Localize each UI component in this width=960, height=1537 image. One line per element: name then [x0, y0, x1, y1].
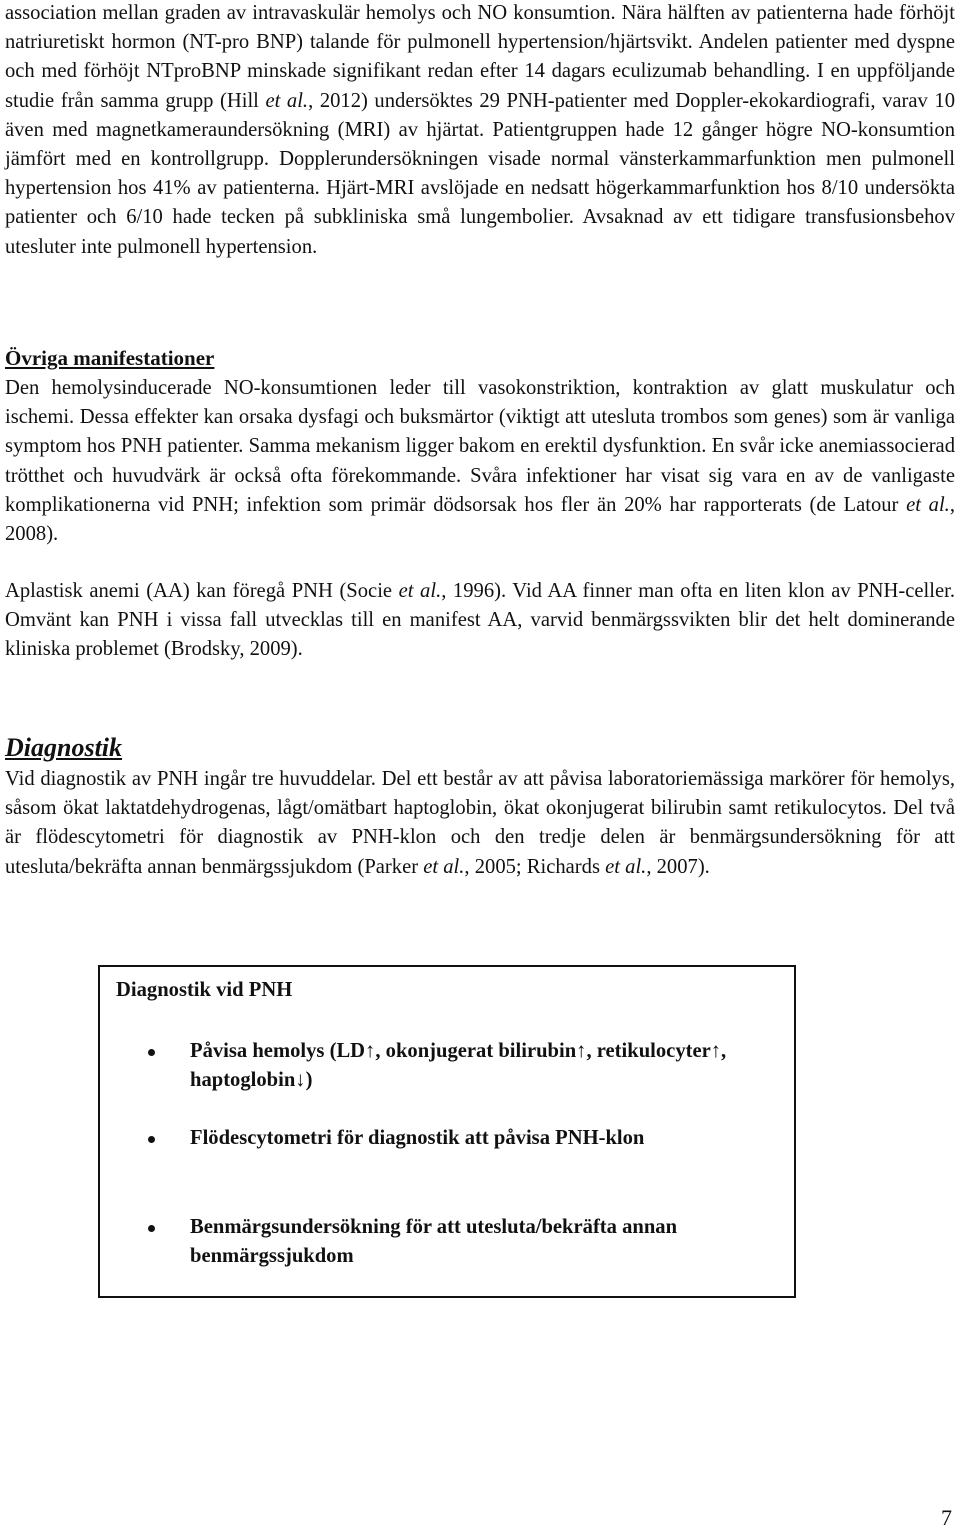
bullet-icon	[148, 1136, 155, 1143]
text-segment: Den hemolysinducerade NO-konsumtionen leder till vasokonstriktion, kontraktion av glatt muskulatur och ischemi. Dessa effekter kan orsaka dysfagi och buksmärtor (viktigt att utesluta trombos som genes) som är vanliga symptom hos PNH patienter. Samma mekanism ligger bakom en erektil dysfunktion. En svår icke anemiassocierad trötthet och huvudvärk är också ofta förekommande. Svåra infektioner har visat sig vara en av de vanligaste komplikationerna vid PNH; infektion som primär dödsorsak hos fler än 20% har rapporterats (de Latour	[5, 377, 955, 516]
list-item-text: Påvisa hemolys (LD↑, okonjugerat bilirubin↑, retikulocyter↑, haptoglobin↓)	[190, 1040, 727, 1091]
section-heading-diagnostik: Diagnostik	[5, 733, 123, 762]
citation-et-al: et al.	[398, 580, 442, 602]
page-number: 7	[941, 1505, 952, 1530]
list-item-text: Flödescytometri för diagnostik att påvisa PNH-klon	[190, 1127, 645, 1149]
paragraph-diagnostik	[5, 765, 955, 882]
text-segment: , 1996). Vid AA finner man ofta en liten klon av PNH-celler. Omvänt kan PNH i vissa fall utvecklas till en manifest AA, varvid benmärgssvikten blir det helt dominerande kliniska problemet (Brodsky, 2009).	[5, 580, 955, 661]
citation-et-al: et al.	[605, 855, 647, 878]
diagnostik-summary-box	[98, 965, 796, 1298]
section-heading-ovriga-manifestationer: Övriga manifestationer	[5, 346, 215, 370]
citation-et-al: et al.	[265, 89, 309, 112]
bullet-icon	[148, 1049, 155, 1056]
bullet-icon	[148, 1225, 155, 1232]
box-title: Diagnostik vid PNH	[116, 979, 293, 1001]
paragraph-aplastic-anemia	[5, 577, 955, 665]
text-segment: association mellan graden av intravaskulär hemolys och NO konsumtion. Nära hälften av patienterna hade förhöjt natriuretiskt hormon (NT-pro BNP) talande för pulmonell hypertension/hjärtsvikt. Andelen patienter med dyspne och med förhöjt NTproBNP minskade signifikant redan efter 14 dagars eculizumab behandling. I en uppföljande studie från samma grupp (Hill	[5, 2, 955, 112]
list-item	[148, 1124, 758, 1153]
box-list	[148, 1037, 758, 1271]
paragraph-manifestations	[5, 374, 955, 549]
citation-et-al: et al.	[423, 855, 465, 878]
list-item	[148, 1037, 758, 1095]
text-segment: , 2008).	[5, 493, 955, 546]
text-segment: , 2007).	[646, 855, 710, 878]
text-segment: , 2005; Richards	[464, 855, 606, 878]
citation-et-al: et al.	[906, 493, 950, 516]
list-item	[148, 1213, 758, 1271]
paragraph-pulmonary-hypertension	[5, 0, 955, 262]
text-segment: Aplastisk anemi (AA) kan föregå PNH (Socie	[5, 580, 399, 602]
list-item-text: Benmärgsundersökning för att utesluta/bekräfta annan benmärgssjukdom	[190, 1216, 678, 1267]
text-segment: Vid diagnostik av PNH ingår tre huvuddelar. Del ett består av att påvisa laboratoriemässiga markörer för hemolys, såsom ökat laktatdehydrogenas, lågt/omätbart haptoglobin, ökat okonjugerat bilirubin samt retikulocytos. Del två är flödescytometri för diagnostik av PNH-klon och den tredje delen är benmärgsundersökning för att utesluta/bekräfta annan benmärgssjukdom (Parker	[5, 768, 955, 878]
text-segment: , 2012) undersöktes 29 PNH-patienter med Doppler-ekokardiografi, varav 10 även med magnetkameraundersökning (MRI) av hjärtat. Patientgruppen hade 12 gånger högre NO-konsumtion jämfört med en kontrollgrupp. Dopplerundersökningen visade normal vänsterkammarfunktion men pulmonell hypertension hos 41% av patienterna. Hjärt-MRI avslöjade en nedsatt högerkammarfunktion hos 8/10 undersökta patienter och 6/10 hade tecken på subkliniska små lungembolier. Avsaknad av ett tidigare transfusionsbehov utesluter inte pulmonell hypertension.	[5, 89, 955, 258]
